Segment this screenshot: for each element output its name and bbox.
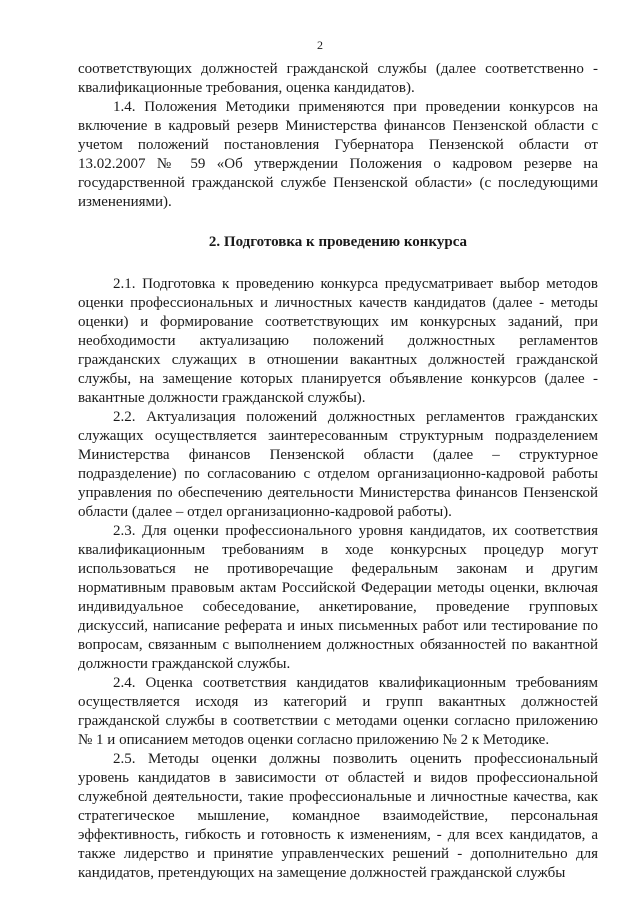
document-body <box>78 60 598 883</box>
paragraph-1-4: 1.4. Положения Методики применяются при проведении конкурсов на включение в кадровый резерв Министерства финансов Пензенской области с учетом положений постановления Губернатора Пензенской области от 13.02.2007 № 59 «Об утверждении Положения о кадровом резерве на государственной гражданской службе Пензенской области» (с последующими изменениями). <box>78 99 598 210</box>
section-heading: 2. Подготовка к проведению конкурса <box>208 234 468 250</box>
paragraph-2-4: 2.4. Оценка соответствия кандидатов квалификационным требованиям осуществляется исходя из категорий и групп вакантных должностей гражданской службы в соответствии с методами оценки согласно приложению № 1 и описанием методов оценки согласно приложению № 2 к Методике. <box>78 675 598 748</box>
paragraph-continuation: соответствующих должностей гражданской службы (далее соответственно - квалификационные требования, оценка кандидатов). <box>78 61 598 96</box>
paragraph-2-5: 2.5. Методы оценки должны позволить оценить профессиональный уровень кандидатов в зависимости от областей и видов профессиональной служебной деятельности, такие профессиональные и личностные качества, как стратегическое мышление, командное взаимодействие, персональная эффективность, гибкость и готовность к изменениям, - для всех кандидатов, а также лидерство и принятие управленческих решений - дополнительно для кандидатов, претендующих на замещение должностей гражданской службы <box>78 751 598 881</box>
paragraph-2-1: 2.1. Подготовка к проведению конкурса предусматривает выбор методов оценки профессиональных и личностных качеств кандидатов (далее - методы оценки) и формирование соответствующих им конкурсных заданий, при необходимости актуализацию положений должностных регламентов гражданских служащих в отношении вакантных должностей гражданской службы, на замещение которых планируется объявление конкурсов (далее - вакантные должности гражданской службы). <box>78 276 598 406</box>
paragraph-2-3: 2.3. Для оценки профессионального уровня кандидатов, их соответствия квалификационным требованиям в ходе конкурсных процедур могут использоваться не противоречащие федеральным законам и другим нормативным правовым актам Российской Федерации методы оценки, включая индивидуальное собеседование, анкетирование, проведение групповых дискуссий, написание реферата и иных письменных работ или тестирование по вопросам, связанным с выполнением должностных обязанностей по вакантной должности гражданской службы. <box>78 523 598 672</box>
paragraph-2-2: 2.2. Актуализация положений должностных регламентов гражданских служащих осуществляется заинтересованным структурным подразделением Министерства финансов Пензенской области (далее – структурное подразделение) по согласованию с отделом организационно-кадровой работы управления по обеспечению деятельности Министерства финансов Пензенской области (далее – отдел организационно-кадровой работы). <box>78 409 598 520</box>
page-number: 2 <box>317 38 323 52</box>
